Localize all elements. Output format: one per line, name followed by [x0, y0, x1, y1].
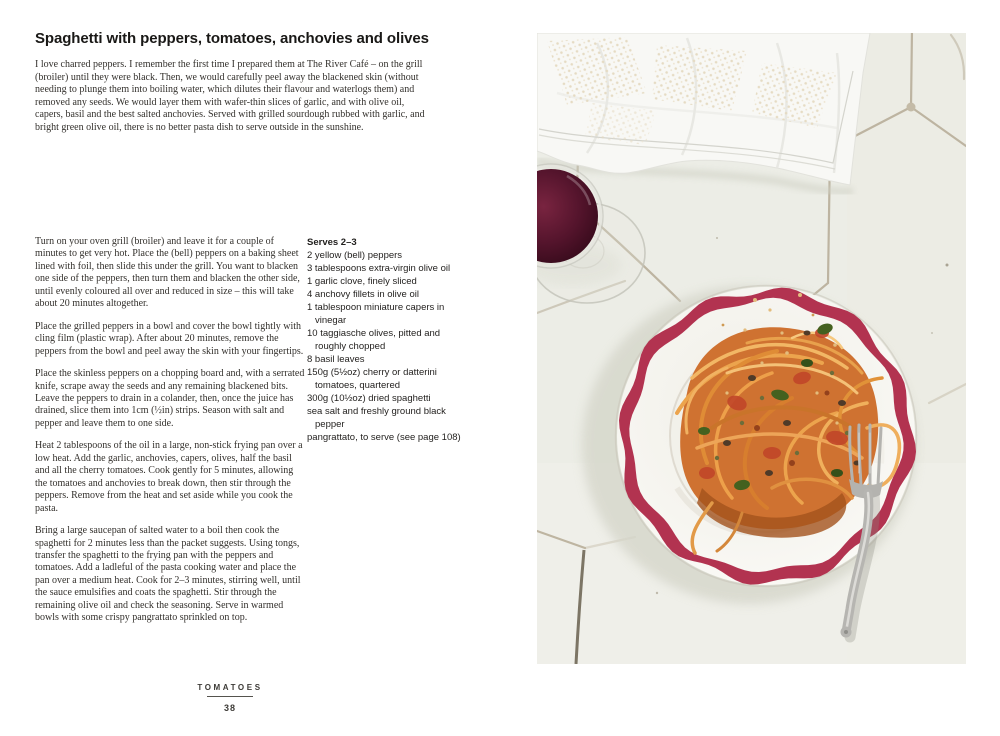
method-paragraph: Place the grilled peppers in a bowl and cover the bowl tightly with cling film (plastic wrap). After about 20 minutes, remove the peppers from the bowl and peel away the skin with your fingertips. — [35, 320, 304, 357]
recipe-photo — [537, 33, 966, 664]
serves-label: Serves 2–3 — [307, 237, 357, 248]
ingredients-column — [307, 236, 462, 444]
method-paragraph: Place the skinless peppers on a chopping board and, with a serrated knife, scrape away the seeds and any remaining blackened bits. Leave the peppers to drain in a colander, then, once the juice has drained, slice them into 1cm (½in) strips. Season with salt and pepper and leave them to one side. — [35, 368, 305, 429]
ingredient-item: sea salt and freshly ground black pepper — [307, 406, 446, 430]
page-footer — [155, 683, 305, 713]
ingredient-item: 8 basil leaves — [307, 354, 365, 365]
method-paragraph: Turn on your oven grill (broiler) and leave it for a couple of minutes to get very hot. Place the (bell) peppers on a baking sheet lined with foil, then slide this under the grill. You want to blacken one side of the peppers, then turn them and blacken the other side, until evenly coloured all over and reduced in size – this will take about 20 minutes altogether. — [35, 236, 300, 310]
ingredient-item: 1 garlic clove, finely sliced — [307, 276, 417, 287]
ingredient-item: 10 taggiasche olives, pitted and roughly chopped — [307, 328, 441, 352]
ingredient-item: 1 tablespoon miniature capers in vinegar — [307, 302, 445, 326]
ingredient-item: 2 yellow (bell) peppers — [307, 250, 403, 261]
method-paragraph: Bring a large saucepan of salted water to a boil then cook the spaghetti for 2 minutes less than the packet suggests. Using tongs, transfer the spaghetti to the frying pan with the peppers and tomatoes. Add a ladleful of the pasta cooking water and place the pan over a medium heat. Cook for 2–3 minutes, stirring well, until the sauce emulsifies and coats the spaghetti. Stir through the remaining olive oil and check the seasoning. Serve in warmed bowls with some crispy pangrattato sprinkled on top. — [35, 525, 301, 624]
recipe-intro: I love charred peppers. I remember the first time I prepared them at The River Café – on the grill (broiler) until they were black. Then, we would carefully peel away the blackened skin (without needing to plunge them into boiling water, which dilutes their flavour and waterlogs them) and removed any seeds. We would layer them with wafer-thin slices of garlic, and with olive oil, capers, basil and the best salted anchovies. Served with grilled sourdough rubbed with garlic, and bright green olive oil, there is no better pasta dish to serve outside in the sunshine. — [35, 59, 425, 133]
method-column — [35, 236, 307, 635]
ingredient-item: 4 anchovy fillets in olive oil — [307, 289, 419, 300]
page-number: 38 — [223, 703, 236, 713]
ingredient-list — [307, 249, 462, 444]
ingredient-item: 150g (5½oz) cherry or datterini tomatoes, quartered — [307, 367, 437, 391]
chapter-label: TOMATOES — [197, 683, 263, 692]
method-paragraph: Heat 2 tablespoons of the oil in a large, non-stick frying pan over a low heat. Add the garlic, anchovies, capers, olives, half the basil and all the cherry tomatoes. Cook gently for 5 minutes, allowing the tomatoes and anchovies to break down, then stir through the peppers. Remove from the heat and set aside while you cook the pasta. — [35, 440, 303, 514]
footer-divider — [207, 696, 253, 697]
ingredient-item: 300g (10½oz) dried spaghetti — [307, 393, 431, 404]
recipe-title: Spaghetti with peppers, tomatoes, anchovies and olives — [35, 30, 429, 47]
ingredient-item: pangrattato, to serve (see page 108) — [307, 432, 461, 443]
ingredient-item: 3 tablespoons extra-virgin olive oil — [307, 263, 451, 274]
